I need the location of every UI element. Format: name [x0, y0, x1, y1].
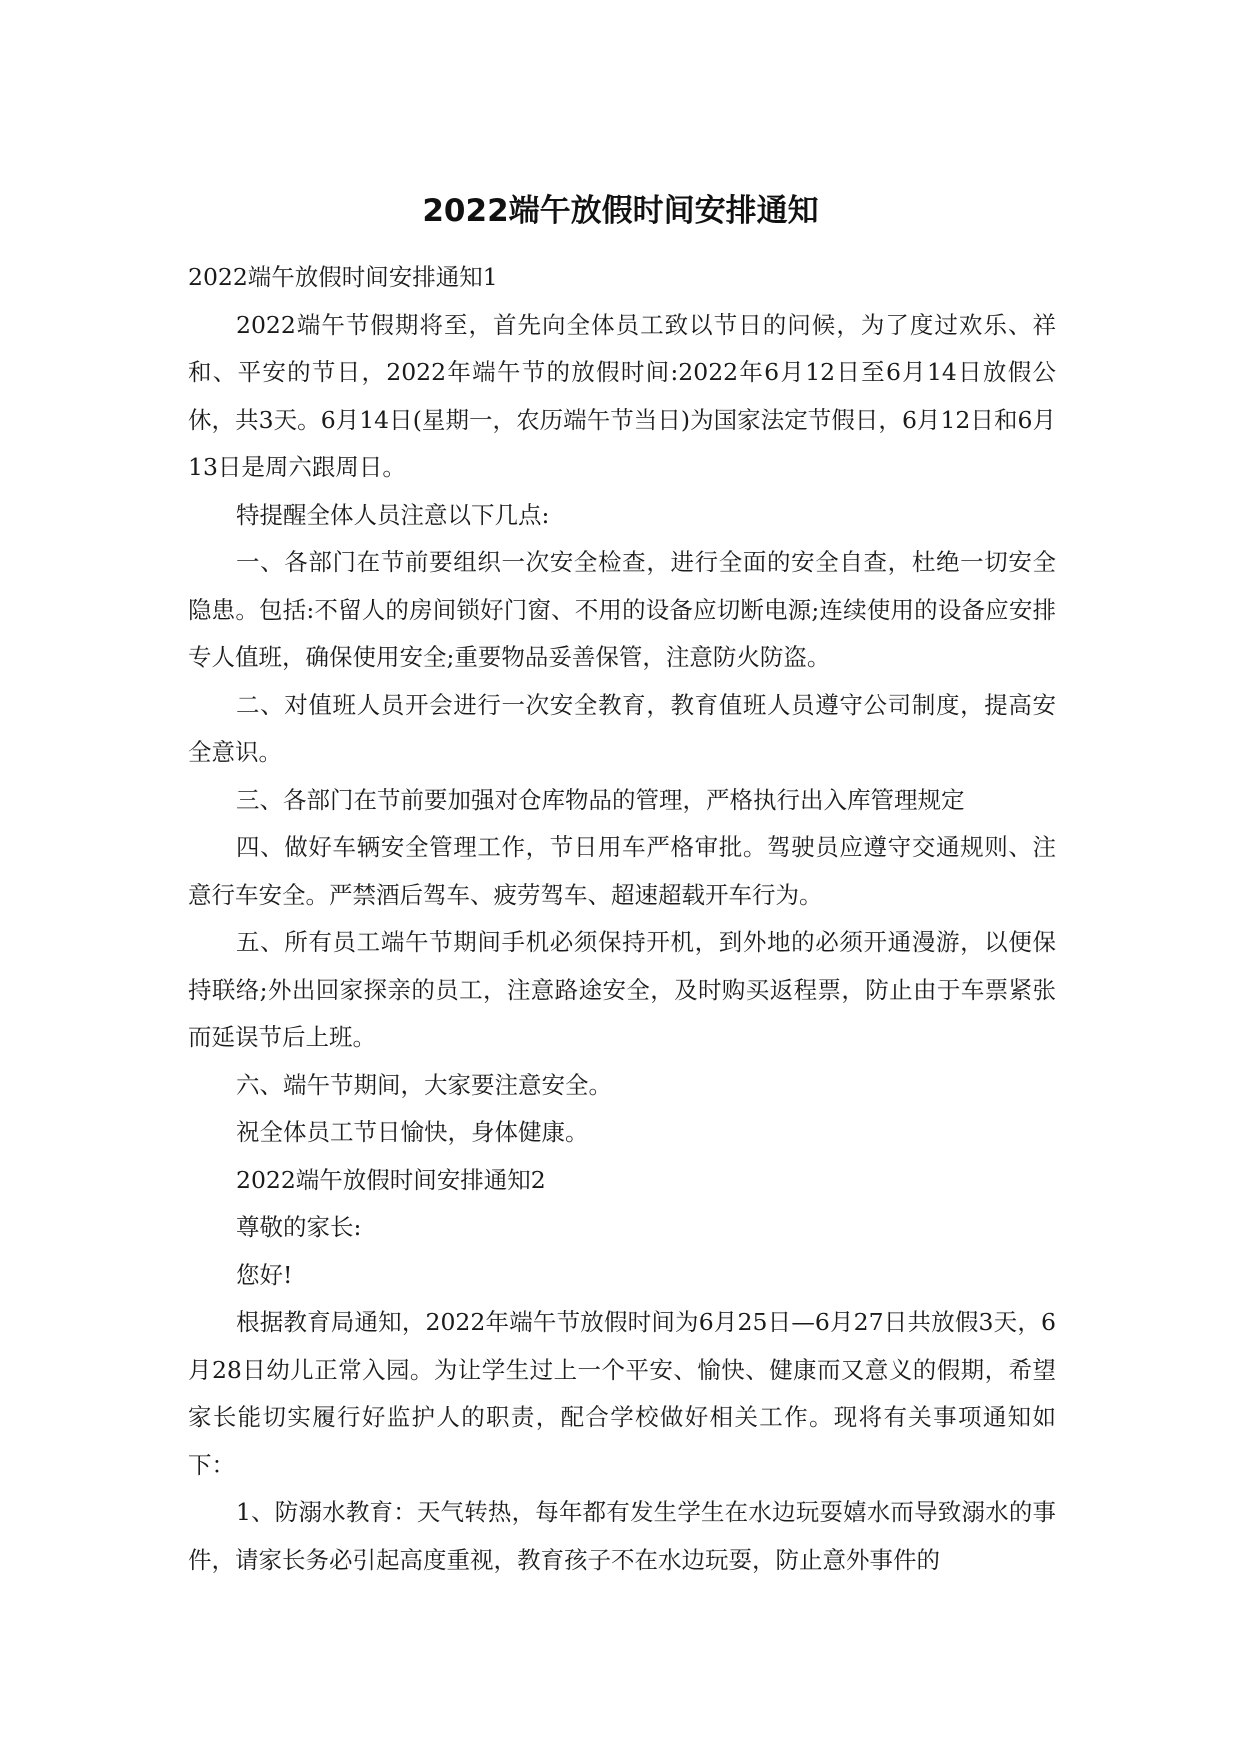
body-paragraph: 特提醒全体人员注意以下几点:: [236, 500, 550, 529]
body-paragraph: 1、防溺水教育：天气转热，每年都有发生学生在水边玩耍嬉水而导致溺水的事件，请家长务必引起高度重视，教育孩子不在水边玩耍，防止意外事件的: [188, 1498, 1056, 1574]
body-paragraph: 三、各部门在节前要加强对仓库物品的管理，严格执行出入库管理规定: [236, 785, 965, 814]
body-paragraph: 2022端午节假期将至，首先向全体员工致以节日的问候，为了度过欢乐、祥和、平安的节日，2022年端午节的放假时间:2022年6月12日至6月14日放假公休，共3天。6月14日(星期一，农历端午节当日)为国家法定节假日，6月12日和6月13日是周六跟周日。: [188, 310, 1056, 481]
greeting: 您好!: [236, 1260, 293, 1289]
body-paragraph: 根据教育局通知，2022年端午节放假时间为6月25日—6月27日共放假3天，6月28日幼儿正常入园。为让学生过上一个平安、愉快、健康而又意义的假期，希望家长能切实履行好监护人的职责，配合学校做好相关工作。现将有关事项通知如下：: [188, 1308, 1056, 1479]
body-paragraph: 五、所有员工端午节期间手机必须保持开机，到外地的必须开通漫游，以便保持联络;外出回家探亲的员工，注意路途安全，及时购买返程票，防止由于车票紧张而延误节后上班。: [188, 928, 1056, 1051]
body-paragraph: 一、各部门在节前要组织一次安全检查，进行全面的安全自查，杜绝一切安全隐患。包括:不留人的房间锁好门窗、不用的设备应切断电源;连续使用的设备应安排专人值班，确保使用安全;重要物品妥善保管，注意防火防盗。: [188, 548, 1056, 671]
section-heading-2: 2022端午放假时间安排通知2: [236, 1165, 546, 1194]
body-paragraph: 四、做好车辆安全管理工作，节日用车严格审批。驾驶员应遵守交通规则、注意行车安全。严禁酒后驾车、疲劳驾车、超速超载开车行为。: [188, 833, 1056, 909]
body-paragraph: 六、端午节期间，大家要注意安全。: [236, 1070, 612, 1099]
body-paragraph: 二、对值班人员开会进行一次安全教育，教育值班人员遵守公司制度，提高安全意识。: [188, 690, 1056, 766]
document-body: [188, 254, 1056, 1584]
body-paragraph: 祝全体员工节日愉快，身体健康。: [236, 1118, 589, 1146]
document-title: 2022端午放假时间安排通知: [422, 193, 819, 229]
section-heading-1: 2022端午放假时间安排通知1: [188, 263, 498, 291]
salutation: 尊敬的家长:: [236, 1213, 362, 1241]
